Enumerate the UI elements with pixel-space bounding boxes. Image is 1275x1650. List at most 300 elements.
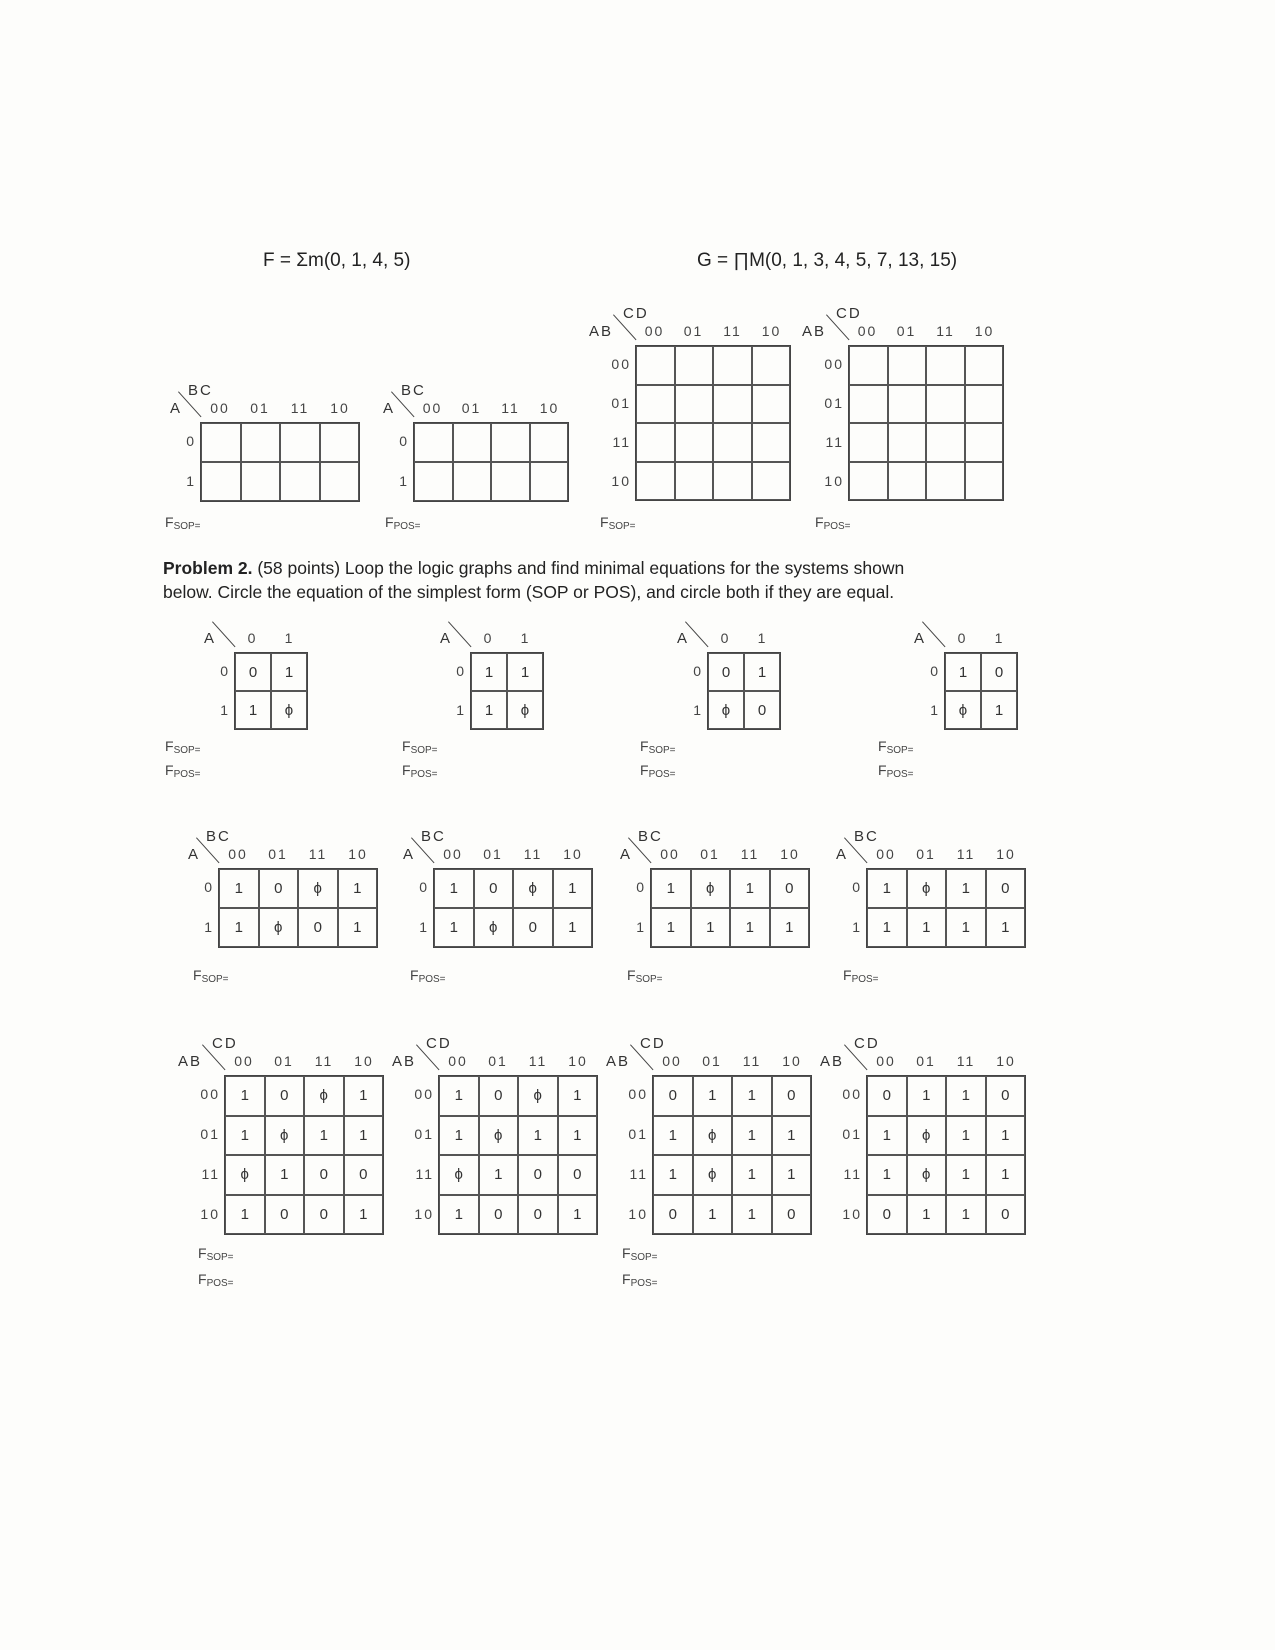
col-header: 11: [956, 846, 976, 862]
form-subscript: SOP=: [886, 745, 914, 756]
kmap-grid: [866, 1075, 1026, 1235]
kmap-cell[interactable]: 0: [235, 653, 271, 691]
column-variable-label: BC: [421, 828, 446, 845]
kmap-cell[interactable]: 1: [518, 1116, 558, 1156]
kmap-cell[interactable]: 0: [479, 1195, 519, 1235]
kmap-cell[interactable]: 0: [518, 1195, 558, 1235]
form-subscript: POS=: [886, 769, 914, 780]
kmap-cell[interactable]: 1: [439, 1195, 479, 1235]
kmap-grid: [438, 1075, 598, 1235]
kmap-cell[interactable]: 1: [986, 908, 1026, 947]
kmap-cell[interactable]: 0: [772, 1195, 812, 1235]
form-subscript: SOP=: [630, 1252, 658, 1263]
form-subscript: SOP=: [201, 974, 229, 985]
kmap-cell[interactable]: [636, 462, 675, 501]
col-header: 10: [563, 846, 583, 862]
row-header: 1: [399, 473, 409, 489]
f-letter: F: [165, 514, 174, 530]
kmap-cell[interactable]: 0: [304, 1195, 344, 1235]
kmap-cell[interactable]: ϕ: [439, 1155, 479, 1195]
kmap-cell[interactable]: [530, 462, 569, 501]
row-header: 01: [842, 1126, 862, 1142]
row-header: 1: [204, 919, 214, 935]
row-header: 11: [843, 1166, 862, 1182]
row-header: 11: [825, 433, 844, 450]
col-header: 0: [720, 630, 731, 646]
kmap-cell[interactable]: 0: [744, 691, 780, 729]
f-letter: F: [198, 1245, 207, 1261]
row-header: 10: [414, 1206, 434, 1222]
kmap-cell[interactable]: 1: [946, 869, 986, 908]
kmap-cell[interactable]: 1: [558, 1076, 598, 1116]
f-pos-answer-label[interactable]: [385, 514, 421, 532]
kmap-cell[interactable]: [491, 423, 530, 462]
kmap-cell[interactable]: 1: [732, 1116, 772, 1156]
col-header: 01: [488, 1053, 508, 1069]
kmap-cell[interactable]: [491, 462, 530, 501]
kmap-cell[interactable]: [926, 462, 965, 501]
f-pos-answer-label[interactable]: [198, 1271, 234, 1289]
col-header: 1: [757, 630, 768, 646]
f-pos-answer-label[interactable]: [410, 967, 446, 985]
kmap-cell[interactable]: 1: [434, 908, 474, 947]
kmap-cell[interactable]: ϕ: [474, 908, 514, 947]
kmap-cell[interactable]: 1: [553, 869, 593, 908]
col-header: 10: [782, 1053, 802, 1069]
row-header: 1: [930, 701, 940, 718]
f-letter: F: [410, 967, 419, 983]
kmap-cell[interactable]: 1: [772, 1116, 812, 1156]
row-variable-label: AB: [178, 1053, 203, 1070]
kmap-cell[interactable]: [926, 423, 965, 462]
kmap-cell[interactable]: 1: [471, 691, 507, 729]
kmap-cell[interactable]: ϕ: [693, 1155, 733, 1195]
row-variable-label: A: [403, 846, 416, 863]
kmap-cell[interactable]: 1: [338, 908, 378, 947]
kmap-cell[interactable]: [752, 462, 791, 501]
col-header: 01: [702, 1053, 722, 1069]
row-variable-label: AB: [606, 1053, 631, 1070]
kmap-cell[interactable]: [713, 346, 752, 385]
col-header: 00: [644, 323, 665, 339]
kmap-cell[interactable]: 1: [219, 908, 259, 947]
f-pos-answer-label[interactable]: [815, 514, 851, 532]
form-subscript: POS=: [823, 521, 851, 532]
kmap-cell[interactable]: [849, 423, 888, 462]
kmap-cell[interactable]: [888, 346, 927, 385]
kmap-cell[interactable]: 1: [691, 908, 731, 947]
kmap-cell[interactable]: ϕ: [225, 1155, 265, 1195]
row-variable-label: A: [204, 630, 217, 647]
kmap-cell[interactable]: [280, 462, 320, 501]
kmap-cell[interactable]: [675, 462, 714, 501]
row-header: 0: [693, 662, 703, 679]
row-variable-label: A: [620, 846, 633, 863]
f-letter: F: [402, 738, 411, 754]
kmap-cell[interactable]: 0: [772, 1076, 812, 1116]
kmap-cell[interactable]: [453, 462, 492, 501]
f-sop-answer-label[interactable]: [640, 738, 676, 756]
col-header: 00: [228, 846, 248, 862]
kmap-cell[interactable]: 1: [235, 691, 271, 729]
kmap-cell[interactable]: ϕ: [265, 1116, 305, 1156]
kmap-cell[interactable]: 1: [693, 1195, 733, 1235]
col-header: 1: [994, 630, 1005, 646]
column-variable-label: CD: [640, 1035, 666, 1052]
kmap-cell[interactable]: ϕ: [907, 1155, 947, 1195]
row-header: 0: [220, 662, 230, 679]
f-letter: F: [165, 738, 174, 754]
row-header: 1: [456, 701, 466, 718]
f-sop-answer-label[interactable]: [402, 738, 438, 756]
kmap-cell[interactable]: 0: [653, 1195, 693, 1235]
kmap-cell[interactable]: [888, 385, 927, 424]
problem-2-text-2: below. Circle the equation of the simplest form (SOP or POS), and circle both if they are equal.: [163, 582, 895, 602]
form-subscript: SOP=: [608, 521, 636, 532]
kmap-cell[interactable]: 1: [434, 869, 474, 908]
kmap-cell[interactable]: ϕ: [518, 1076, 558, 1116]
kmap-cell[interactable]: 1: [304, 1116, 344, 1156]
col-header: 10: [539, 400, 560, 416]
kmap-cell[interactable]: [888, 462, 927, 501]
f-sop-answer-label[interactable]: [622, 1245, 658, 1263]
form-subscript: SOP=: [173, 521, 201, 532]
kmap-cell[interactable]: 1: [772, 1155, 812, 1195]
column-variable-label: CD: [212, 1035, 238, 1052]
kmap-grid: [866, 868, 1026, 948]
col-header: 11: [308, 846, 328, 862]
kmap-cell[interactable]: 0: [265, 1195, 305, 1235]
kmap-cell[interactable]: 1: [730, 869, 770, 908]
col-header: 01: [250, 400, 270, 416]
f-pos-answer-label[interactable]: [165, 762, 201, 780]
kmap-cell[interactable]: [713, 423, 752, 462]
kmap-cell[interactable]: 1: [907, 1076, 947, 1116]
row-variable-label: AB: [820, 1053, 845, 1070]
kmap-cell[interactable]: 0: [259, 869, 299, 908]
kmap-cell[interactable]: 1: [344, 1195, 384, 1235]
kmap-cell[interactable]: 1: [553, 908, 593, 947]
kmap-cell[interactable]: 1: [946, 1195, 986, 1235]
kmap-cell[interactable]: 0: [981, 653, 1017, 691]
kmap-cell[interactable]: [414, 423, 453, 462]
kmap-cell[interactable]: 1: [946, 908, 986, 947]
kmap-cell[interactable]: 0: [986, 1195, 1026, 1235]
kmap-cell[interactable]: 1: [653, 1116, 693, 1156]
kmap-cell[interactable]: 1: [867, 908, 907, 947]
kmap-cell[interactable]: 1: [945, 653, 981, 691]
col-header: 00: [662, 1053, 682, 1069]
kmap-cell[interactable]: 0: [558, 1155, 598, 1195]
kmap-cell[interactable]: [675, 423, 714, 462]
column-variable-label: BC: [638, 828, 663, 845]
kmap-cell[interactable]: [280, 423, 320, 462]
kmap-cell[interactable]: 1: [219, 869, 259, 908]
kmap-cell[interactable]: 1: [558, 1195, 598, 1235]
kmap-cell[interactable]: 1: [479, 1155, 519, 1195]
kmap-cell[interactable]: [926, 346, 965, 385]
row-variable-label: AB: [802, 323, 827, 340]
kmap-cell[interactable]: ϕ: [259, 908, 299, 947]
row-variable-label: A: [383, 400, 396, 417]
kmap-cell[interactable]: 0: [513, 908, 553, 947]
row-header: 11: [612, 433, 631, 450]
row-header: 1: [419, 919, 429, 935]
kmap-cell[interactable]: 1: [732, 1076, 772, 1116]
row-header: 0: [186, 433, 196, 449]
f-pos-answer-label[interactable]: [402, 762, 438, 780]
f-letter: F: [198, 1271, 207, 1287]
column-variable-label: CD: [426, 1035, 452, 1052]
col-header: 10: [996, 846, 1016, 862]
kmap-cell[interactable]: 1: [907, 908, 947, 947]
f-sop-answer-label[interactable]: [165, 514, 201, 532]
kmap-cell[interactable]: 1: [558, 1116, 598, 1156]
f-letter: F: [622, 1271, 631, 1287]
kmap-grid: [707, 652, 781, 730]
kmap-cell[interactable]: 1: [439, 1076, 479, 1116]
kmap-cell[interactable]: [965, 423, 1004, 462]
kmap-cell[interactable]: ϕ: [693, 1116, 733, 1156]
kmap-cell[interactable]: 0: [986, 869, 1026, 908]
kmap-cell[interactable]: 1: [946, 1155, 986, 1195]
kmap-cell[interactable]: [926, 385, 965, 424]
kmap-cell[interactable]: ϕ: [907, 1116, 947, 1156]
kmap-cell[interactable]: [675, 346, 714, 385]
f-letter: F: [843, 967, 852, 983]
kmap-cell[interactable]: [201, 462, 241, 501]
form-subscript: POS=: [630, 1278, 658, 1289]
kmap-cell[interactable]: 1: [271, 653, 307, 691]
kmap-cell[interactable]: 0: [298, 908, 338, 947]
f-pos-answer-label[interactable]: [640, 762, 676, 780]
kmap-cell[interactable]: [636, 423, 675, 462]
col-header: 00: [660, 846, 680, 862]
kmap-cell[interactable]: 1: [946, 1116, 986, 1156]
col-header: 11: [314, 1053, 334, 1069]
kmap-cell[interactable]: 1: [344, 1076, 384, 1116]
f-sop-answer-label[interactable]: [600, 514, 636, 532]
col-header: 01: [461, 400, 482, 416]
kmap-grid: [200, 422, 360, 502]
col-header: 11: [956, 1053, 976, 1069]
kmap-cell[interactable]: ϕ: [298, 869, 338, 908]
kmap-cell[interactable]: 1: [730, 908, 770, 947]
f-sop-answer-label[interactable]: [198, 1245, 234, 1263]
row-header: 00: [842, 1086, 862, 1102]
kmap-cell[interactable]: [530, 423, 569, 462]
kmap-cell[interactable]: 0: [344, 1155, 384, 1195]
kmap-cell[interactable]: 1: [981, 691, 1017, 729]
column-variable-label: CD: [836, 305, 862, 322]
kmap-cell[interactable]: 1: [338, 869, 378, 908]
col-header: 01: [896, 323, 917, 339]
kmap-cell[interactable]: [752, 385, 791, 424]
row-header: 11: [201, 1166, 220, 1182]
kmap-cell[interactable]: 1: [651, 869, 691, 908]
kmap-cell[interactable]: ϕ: [507, 691, 543, 729]
kmap-cell[interactable]: 0: [265, 1076, 305, 1116]
kmap-cell[interactable]: 0: [304, 1155, 344, 1195]
f-letter: F: [640, 738, 649, 754]
column-variable-label: CD: [623, 305, 649, 322]
row-header: 1: [693, 701, 703, 718]
kmap-cell[interactable]: 0: [474, 869, 514, 908]
row-header: 11: [415, 1166, 434, 1182]
kmap-cell[interactable]: 1: [651, 908, 691, 947]
kmap-cell[interactable]: 1: [344, 1116, 384, 1156]
kmap-cell[interactable]: [320, 423, 360, 462]
row-variable-label: A: [188, 846, 201, 863]
kmap-cell[interactable]: 0: [986, 1076, 1026, 1116]
kmap-cell[interactable]: [713, 385, 752, 424]
kmap-cell[interactable]: 1: [946, 1076, 986, 1116]
form-subscript: POS=: [851, 974, 879, 985]
kmap-cell[interactable]: [201, 423, 241, 462]
row-header: 01: [611, 394, 631, 411]
kmap-cell[interactable]: 1: [907, 1195, 947, 1235]
kmap-cell[interactable]: [414, 462, 453, 501]
col-header: 00: [857, 323, 878, 339]
kmap-cell[interactable]: [965, 385, 1004, 424]
col-header: 11: [290, 400, 310, 416]
kmap-cell[interactable]: 1: [732, 1195, 772, 1235]
col-header: 11: [936, 323, 955, 339]
col-header: 01: [916, 1053, 936, 1069]
kmap-cell[interactable]: 1: [653, 1155, 693, 1195]
kmap-cell[interactable]: 1: [732, 1155, 772, 1195]
kmap-cell[interactable]: [636, 346, 675, 385]
kmap-cell[interactable]: 1: [693, 1076, 733, 1116]
row-variable-label: A: [440, 630, 453, 647]
col-header: 11: [501, 400, 520, 416]
kmap-cell[interactable]: ϕ: [304, 1076, 344, 1116]
row-header: 00: [611, 355, 631, 372]
kmap-cell[interactable]: 1: [225, 1116, 265, 1156]
row-header: 0: [204, 879, 214, 895]
col-header: 01: [268, 846, 288, 862]
kmap-cell[interactable]: ϕ: [708, 691, 744, 729]
f-expression: F = Σm(0, 1, 4, 5): [263, 250, 411, 271]
form-subscript: POS=: [418, 974, 446, 985]
row-header: 1: [186, 473, 196, 489]
form-subscript: POS=: [410, 769, 438, 780]
kmap-cell[interactable]: [965, 346, 1004, 385]
f-letter: F: [640, 762, 649, 778]
col-header: 00: [448, 1053, 468, 1069]
kmap-cell[interactable]: 0: [770, 869, 810, 908]
row-header: 1: [852, 919, 862, 935]
kmap-cell[interactable]: 0: [867, 1195, 907, 1235]
kmap-cell[interactable]: 1: [867, 869, 907, 908]
kmap-cell[interactable]: [849, 462, 888, 501]
kmap-cell[interactable]: [453, 423, 492, 462]
kmap-cell[interactable]: ϕ: [945, 691, 981, 729]
kmap-cell[interactable]: [675, 385, 714, 424]
kmap-cell[interactable]: [320, 462, 360, 501]
kmap-cell[interactable]: 1: [770, 908, 810, 947]
kmap-cell[interactable]: [752, 346, 791, 385]
form-subscript: POS=: [393, 521, 421, 532]
col-header: 00: [422, 400, 443, 416]
kmap-cell[interactable]: [888, 423, 927, 462]
kmap-cell[interactable]: ϕ: [907, 869, 947, 908]
col-header: 10: [348, 846, 368, 862]
kmap-grid: [234, 652, 308, 730]
kmap-cell[interactable]: ϕ: [479, 1116, 519, 1156]
f-sop-answer-label[interactable]: [627, 967, 663, 985]
kmap-cell[interactable]: 1: [867, 1155, 907, 1195]
kmap-cell[interactable]: [241, 423, 281, 462]
f-sop-answer-label[interactable]: [878, 738, 914, 756]
kmap-cell[interactable]: 1: [986, 1116, 1026, 1156]
kmap-cell[interactable]: 1: [867, 1116, 907, 1156]
kmap-cell[interactable]: 1: [439, 1116, 479, 1156]
col-header: 0: [483, 630, 494, 646]
col-header: 00: [876, 1053, 896, 1069]
form-subscript: POS=: [648, 769, 676, 780]
kmap-cell[interactable]: [713, 462, 752, 501]
f-letter: F: [878, 762, 887, 778]
kmap-cell[interactable]: 1: [265, 1155, 305, 1195]
col-header: 10: [780, 846, 800, 862]
kmap-cell[interactable]: 0: [479, 1076, 519, 1116]
row-header: 01: [824, 394, 844, 411]
col-header: 01: [483, 846, 503, 862]
col-header: 00: [876, 846, 896, 862]
form-subscript: SOP=: [635, 974, 663, 985]
kmap-cell[interactable]: [849, 385, 888, 424]
f-pos-answer-label[interactable]: [878, 762, 914, 780]
kmap-cell[interactable]: 1: [986, 1155, 1026, 1195]
col-header: 01: [274, 1053, 294, 1069]
col-header: 01: [700, 846, 720, 862]
kmap-cell[interactable]: 1: [744, 653, 780, 691]
kmap-cell[interactable]: 1: [507, 653, 543, 691]
form-subscript: POS=: [173, 769, 201, 780]
kmap-cell[interactable]: 1: [225, 1195, 265, 1235]
col-header: 1: [520, 630, 531, 646]
row-variable-label: A: [914, 630, 927, 647]
f-pos-answer-label[interactable]: [622, 1271, 658, 1289]
problem-2-instructions: [163, 556, 904, 604]
f-sop-answer-label[interactable]: [193, 967, 229, 985]
kmap-cell[interactable]: 0: [518, 1155, 558, 1195]
kmap-cell[interactable]: ϕ: [513, 869, 553, 908]
kmap-cell[interactable]: [636, 385, 675, 424]
kmap-grid: [433, 868, 593, 948]
kmap-cell[interactable]: 0: [653, 1076, 693, 1116]
f-sop-answer-label[interactable]: [165, 738, 201, 756]
kmap-cell[interactable]: 1: [225, 1076, 265, 1116]
kmap-cell[interactable]: [241, 462, 281, 501]
form-subscript: POS=: [206, 1278, 234, 1289]
f-letter: F: [402, 762, 411, 778]
kmap-cell[interactable]: [752, 423, 791, 462]
f-pos-answer-label[interactable]: [843, 967, 879, 985]
kmap-cell[interactable]: ϕ: [691, 869, 731, 908]
kmap-grid: [848, 345, 1004, 501]
kmap-cell[interactable]: 1: [471, 653, 507, 691]
kmap-cell[interactable]: 0: [867, 1076, 907, 1116]
kmap-cell[interactable]: ϕ: [271, 691, 307, 729]
kmap-cell[interactable]: [849, 346, 888, 385]
kmap-cell[interactable]: 0: [708, 653, 744, 691]
column-variable-label: BC: [401, 382, 426, 399]
kmap-cell[interactable]: [965, 462, 1004, 501]
col-header: 11: [528, 1053, 548, 1069]
col-header: 10: [330, 400, 350, 416]
